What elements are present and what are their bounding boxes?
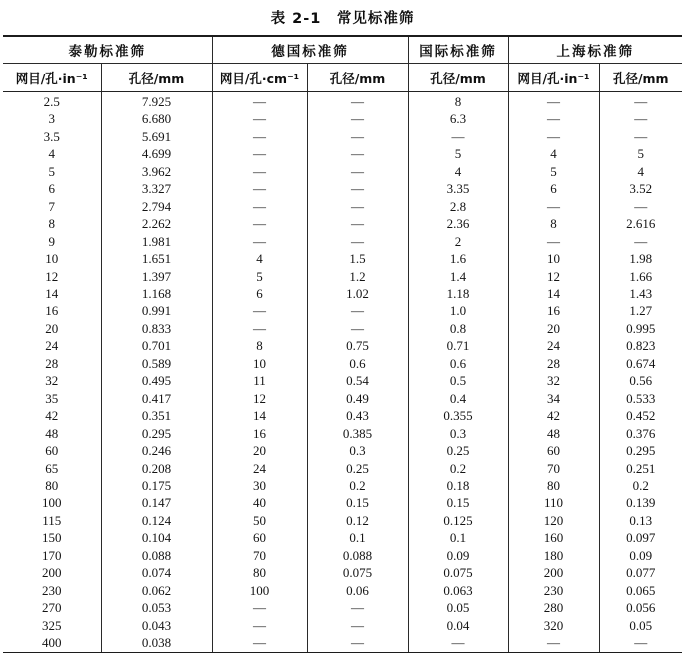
cell: 0.991 [101,302,212,319]
cell: 60 [45,443,59,459]
cell: 400 [42,635,62,651]
table-row [3,110,682,127]
cell: — [307,198,408,215]
cell: 11 [212,372,307,389]
cell: 0.4 [408,390,508,407]
table-row [3,460,682,477]
cell: 10 [45,251,59,267]
table-row [3,494,682,511]
table-row [3,477,682,494]
table-row [3,320,682,337]
table-row [3,425,682,442]
cell: 0.088 [307,547,408,564]
cell: 12 [45,268,59,284]
cell: 9 [48,233,55,249]
cell: 200 [42,565,62,581]
cell: 1.6 [408,250,508,267]
cell: 0.088 [101,547,212,564]
cell: 280 [508,599,599,616]
header-taylor-mesh: 网目/孔·in⁻¹ [3,64,101,92]
cell: 200 [508,564,599,581]
cell: 0.18 [408,477,508,494]
cell: 2.8 [408,198,508,215]
cell: 60 [508,442,599,459]
cell: 1.66 [599,268,682,285]
cell: — [212,92,307,111]
cell: 0.12 [307,512,408,529]
table-row [3,302,682,319]
header-taylor-aperture: 孔径/mm [101,64,212,92]
table-row [3,180,682,197]
cell: 7.925 [101,92,212,111]
cell: 0.495 [101,372,212,389]
cell: 120 [508,512,599,529]
cell: — [307,110,408,127]
cell: — [307,599,408,616]
cell: 0.54 [307,372,408,389]
cell: 0.43 [307,407,408,424]
cell: 0.452 [599,407,682,424]
cell: 0.8 [408,320,508,337]
table-row [3,268,682,285]
cell: 325 [42,617,62,633]
cell: 100 [212,582,307,599]
header-group-german: 德国标准筛 [212,36,408,64]
cell: 5 [48,163,55,179]
cell: — [599,634,682,652]
table-row [3,355,682,372]
cell: 0.208 [101,460,212,477]
cell: — [307,145,408,162]
table-row [3,442,682,459]
cell: — [212,320,307,337]
cell: 0.251 [599,460,682,477]
cell: 3.52 [599,180,682,197]
cell: 4 [212,250,307,267]
cell: 1.2 [307,268,408,285]
cell: — [408,634,508,652]
cell: 35 [45,390,59,406]
cell: 0.1 [408,529,508,546]
cell: 14 [45,285,59,301]
header-group-row [3,36,682,64]
cell: — [599,198,682,215]
cell: 0.053 [101,599,212,616]
cell: 0.75 [307,337,408,354]
cell: 270 [42,600,62,616]
cell: 0.125 [408,512,508,529]
cell: — [508,198,599,215]
cell: — [307,128,408,145]
cell: 4 [599,163,682,180]
cell: 0.376 [599,425,682,442]
cell: 1.651 [101,250,212,267]
cell: 20 [45,320,59,336]
cell: 0.2 [599,477,682,494]
cell: — [212,599,307,616]
cell: 0.075 [408,564,508,581]
cell: 0.701 [101,337,212,354]
cell: 170 [42,547,62,563]
cell: 0.09 [599,547,682,564]
cell: 2 [408,233,508,250]
table-row [3,599,682,616]
cell: 8 [508,215,599,232]
cell: 0.417 [101,390,212,407]
cell: 6.680 [101,110,212,127]
cell: — [599,92,682,111]
cell: 0.295 [101,425,212,442]
cell: — [212,634,307,652]
table-row [3,198,682,215]
cell: 5 [408,145,508,162]
cell: — [599,128,682,145]
cell: 2.36 [408,215,508,232]
cell: 42 [45,408,59,424]
cell: 0.062 [101,582,212,599]
header-unit-row [3,64,682,92]
cell: 0.13 [599,512,682,529]
cell: 80 [45,477,59,493]
cell: 48 [45,425,59,441]
cell: 30 [212,477,307,494]
header-shanghai-aperture: 孔径/mm [599,64,682,92]
table-row [3,337,682,354]
cell: 12 [212,390,307,407]
cell: 4 [508,145,599,162]
table-row [3,547,682,564]
cell: 32 [45,373,59,389]
cell: — [599,233,682,250]
table-title: 表 2-1 常见标准筛 [270,11,415,27]
cell: 28 [45,355,59,371]
cell: 8 [408,92,508,111]
table-row [3,529,682,546]
cell: 0.246 [101,442,212,459]
cell: 16 [212,425,307,442]
cell: 0.063 [408,582,508,599]
cell: — [307,617,408,634]
cell: — [307,215,408,232]
cell: — [212,110,307,127]
cell: 230 [42,582,62,598]
header-group-taylor: 泰勒标准筛 [3,36,212,64]
cell: 70 [508,460,599,477]
cell: — [212,128,307,145]
cell: 10 [212,355,307,372]
cell: 2.616 [599,215,682,232]
table-row [3,233,682,250]
table-row [3,92,682,111]
header-german-mesh: 网目/孔·cm⁻¹ [212,64,307,92]
cell: 1.18 [408,285,508,302]
cell: — [508,233,599,250]
cell: 34 [508,390,599,407]
cell: 6 [212,285,307,302]
cell: 0.25 [307,460,408,477]
table-row [3,564,682,581]
table-body [3,92,682,653]
cell: 24 [508,337,599,354]
cell: 42 [508,407,599,424]
cell: — [307,302,408,319]
table-row [3,390,682,407]
cell: 6.3 [408,110,508,127]
cell: 0.6 [408,355,508,372]
cell: 0.25 [408,442,508,459]
cell: 0.104 [101,529,212,546]
table-row [3,128,682,145]
cell: 0.05 [408,599,508,616]
cell: 14 [212,407,307,424]
cell: 0.355 [408,407,508,424]
cell: 0.056 [599,599,682,616]
cell: 115 [42,512,62,528]
cell: 4.699 [101,145,212,162]
cell: 0.06 [307,582,408,599]
cell: 32 [508,372,599,389]
cell: 0.56 [599,372,682,389]
cell: 70 [212,547,307,564]
cell: 0.05 [599,617,682,634]
cell: 0.71 [408,337,508,354]
cell: 1.168 [101,285,212,302]
table-row [3,163,682,180]
table-row [3,582,682,599]
cell: 0.533 [599,390,682,407]
cell: 3.5 [43,128,60,144]
cell: 0.043 [101,617,212,634]
cell: — [307,634,408,652]
cell: 0.124 [101,512,212,529]
cell: — [212,180,307,197]
cell: 1.27 [599,302,682,319]
header-international-aperture: 孔径/mm [408,64,508,92]
cell: 0.589 [101,355,212,372]
cell: 0.038 [101,634,212,652]
table-row [3,372,682,389]
cell: 0.065 [599,582,682,599]
cell: 8 [212,337,307,354]
cell: 0.097 [599,529,682,546]
cell: 0.833 [101,320,212,337]
cell: 0.175 [101,477,212,494]
cell: 1.981 [101,233,212,250]
header-group-international: 国际标准筛 [408,36,508,64]
cell: 0.385 [307,425,408,442]
cell: 0.351 [101,407,212,424]
cell: 20 [212,442,307,459]
standard-sieve-table [3,35,682,653]
cell: 0.5 [408,372,508,389]
table-row [3,215,682,232]
table-row [3,634,682,652]
cell: 0.09 [408,547,508,564]
header-group-shanghai: 上海标准筛 [508,36,682,64]
table-header [3,36,682,92]
cell: — [212,617,307,634]
cell: 80 [212,564,307,581]
cell: 150 [42,530,62,546]
cell: 1.5 [307,250,408,267]
cell: 50 [212,512,307,529]
cell: 4 [408,163,508,180]
cell: 60 [212,529,307,546]
cell: — [212,233,307,250]
cell: 7 [48,198,55,214]
cell: — [408,128,508,145]
cell: — [307,180,408,197]
cell: — [508,634,599,652]
cell: 24 [45,338,59,354]
cell: 80 [508,477,599,494]
cell: — [212,215,307,232]
cell: 10 [508,250,599,267]
table-row [3,407,682,424]
cell: 3.327 [101,180,212,197]
cell: 1.0 [408,302,508,319]
cell: 14 [508,285,599,302]
cell: 2.262 [101,215,212,232]
cell: 20 [508,320,599,337]
cell: 0.2 [307,477,408,494]
cell: 48 [508,425,599,442]
cell: 0.1 [307,529,408,546]
cell: — [307,92,408,111]
cell: 65 [45,460,59,476]
cell: 0.295 [599,442,682,459]
cell: 0.3 [408,425,508,442]
cell: 0.15 [408,494,508,511]
cell: 24 [212,460,307,477]
cell: 1.98 [599,250,682,267]
cell: 3.35 [408,180,508,197]
cell: 0.3 [307,442,408,459]
cell: — [307,320,408,337]
cell: 230 [508,582,599,599]
table-row [3,285,682,302]
cell: 6 [508,180,599,197]
cell: 0.6 [307,355,408,372]
cell: 0.077 [599,564,682,581]
cell: — [508,92,599,111]
header-shanghai-mesh: 网目/孔·in⁻¹ [508,64,599,92]
cell: — [212,163,307,180]
cell: 0.674 [599,355,682,372]
cell: 2.794 [101,198,212,215]
cell: 320 [508,617,599,634]
cell: 0.15 [307,494,408,511]
cell: 8 [48,216,55,232]
cell: 2.5 [43,94,60,109]
cell: — [307,163,408,180]
cell: 12 [508,268,599,285]
cell: 16 [45,303,59,319]
cell: 1.4 [408,268,508,285]
cell: 1.02 [307,285,408,302]
cell: — [307,233,408,250]
cell: 28 [508,355,599,372]
cell: 0.995 [599,320,682,337]
cell: 0.2 [408,460,508,477]
cell: 6 [48,181,55,197]
cell: 1.43 [599,285,682,302]
cell: 0.074 [101,564,212,581]
cell: — [508,128,599,145]
table-row [3,145,682,162]
cell: 0.823 [599,337,682,354]
cell: 5.691 [101,128,212,145]
cell: — [212,145,307,162]
cell: 5 [212,268,307,285]
cell: 0.147 [101,494,212,511]
cell: 0.075 [307,564,408,581]
cell: — [599,110,682,127]
table-row [3,617,682,634]
table-row [3,250,682,267]
cell: 3 [48,111,55,127]
cell: 40 [212,494,307,511]
cell: 0.49 [307,390,408,407]
cell: 3.962 [101,163,212,180]
cell: 1.397 [101,268,212,285]
cell: — [508,110,599,127]
cell: — [212,302,307,319]
header-german-aperture: 孔径/mm [307,64,408,92]
cell: 100 [42,495,62,511]
cell: 110 [508,494,599,511]
cell: 0.139 [599,494,682,511]
cell: 5 [599,145,682,162]
cell: 4 [48,146,55,162]
table-row [3,512,682,529]
cell: 180 [508,547,599,564]
cell: 16 [508,302,599,319]
cell: 5 [508,163,599,180]
cell: — [212,198,307,215]
cell: 0.04 [408,617,508,634]
cell: 160 [508,529,599,546]
